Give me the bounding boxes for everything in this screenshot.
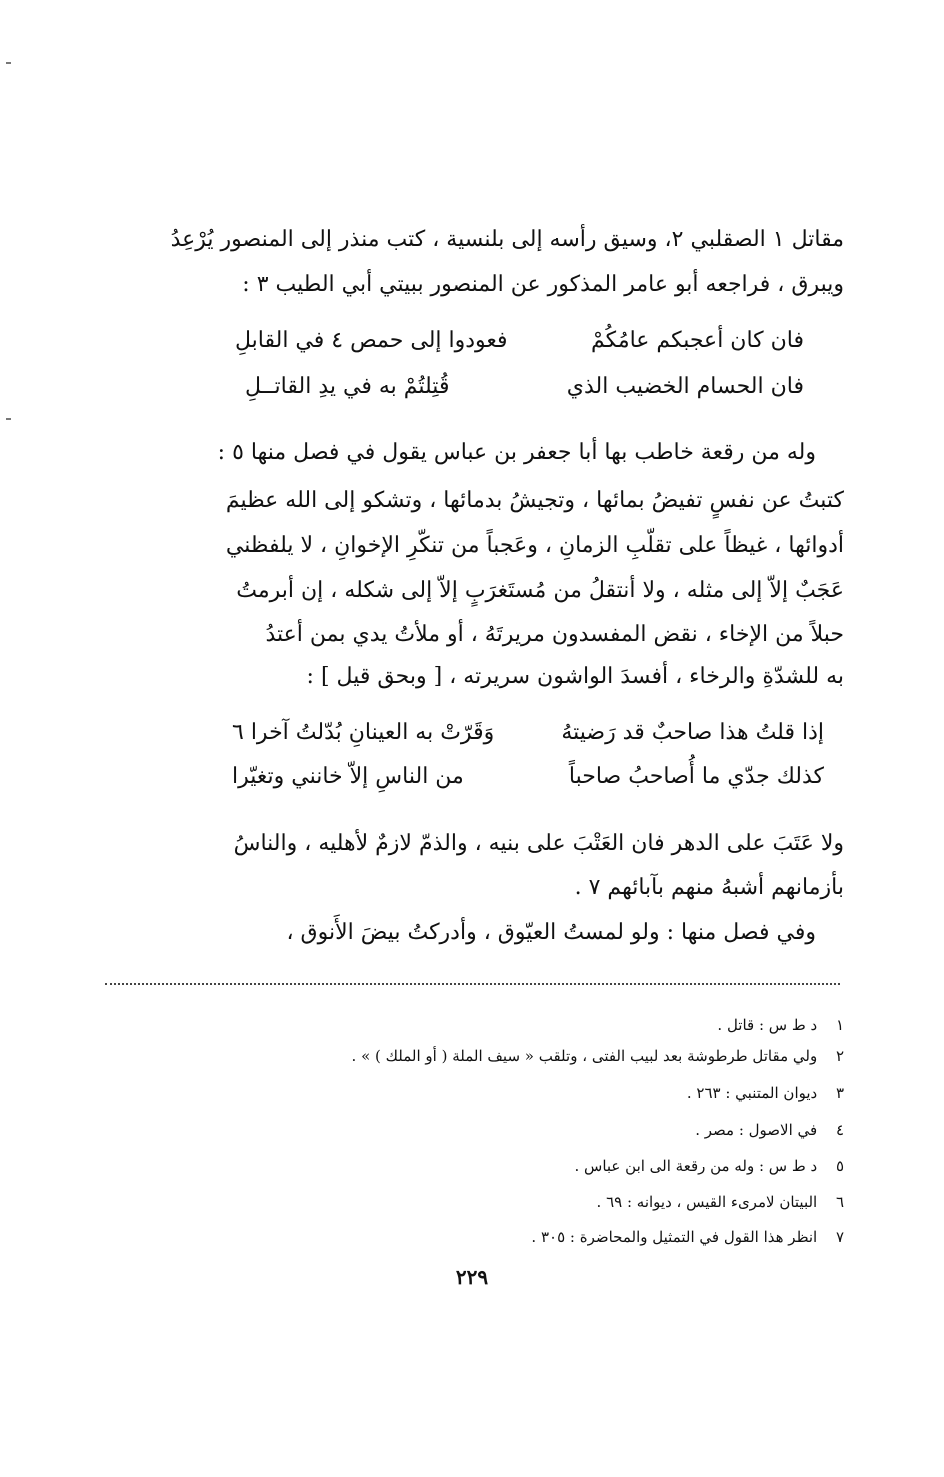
footnote	[352, 1041, 844, 1071]
footnote-number: ٦	[835, 1193, 844, 1211]
page-number: ٢٢٩	[455, 1265, 489, 1289]
footnote-number: ٥	[835, 1157, 844, 1175]
verse-hemistich-right: فان كان أعجبكم عامُكُمْ	[591, 328, 804, 353]
body-line: وله من رقعة خاطب بها أبا جعفر بن عباس يقول في فصل منها ٥ :	[217, 440, 816, 465]
footnote	[574, 1151, 844, 1181]
footnote	[531, 1222, 844, 1252]
verse-hemistich-left: من الناسِ إلاّ خانني وتغيّرا	[232, 764, 464, 789]
verse-hemistich-left: فعودوا إلى حمص ٤ في القابلِ	[235, 328, 508, 353]
footnote	[717, 1010, 844, 1040]
body-line: أدوائها ، غيظاً على تقلّبِ الزمانِ ، وعَجباً من تنكّرِ الإخوانِ ، لا يلفظني	[225, 533, 844, 558]
verse-hemistich-right: فان الحسام الخضيب الذي	[566, 374, 804, 399]
footnote-text: ولي مقاتل طرطوشة بعد لبيب الفتى ، وتلقب « سيف الملة ( أو الملك ) » .	[351, 1047, 818, 1065]
footnote-text: انظر هذا القول في التمثيل والمحاضرة : ٣٠٥ .	[531, 1228, 818, 1246]
verse-hemistich-right: كذلك جدّي ما أُصاحبُ صاحباً	[568, 764, 824, 789]
body-line: ولا عَتَبَ على الدهر فان العَتْبَ على بنيه ، والذمّ لازمٌ لأهليه ، والناسُ	[233, 831, 844, 856]
body-line: عَجَبٌ إلاّ إلى مثله ، ولا أنتقلُ من مُستَغرَبٍ إلاّ إلى شكله ، إن أبرمتُ	[236, 578, 844, 603]
footnote	[597, 1187, 844, 1217]
scan-mark	[6, 418, 11, 420]
footnote-number: ٢	[835, 1047, 844, 1065]
body-line: بأزمانهم أشبهُ منهم بآبائهم ٧ .	[574, 875, 844, 900]
footnote-number: ٣	[835, 1084, 844, 1102]
footnote-separator	[105, 983, 840, 985]
footnote-text: البيتان لامرىء القيس ، ديوانه : ٦٩ .	[596, 1193, 818, 1211]
body-line: وفي فصل منها : ولو لمستُ العيّوق ، وأدركتُ بيضَ الأَنوق ،	[286, 920, 816, 945]
footnote	[687, 1078, 844, 1108]
verse-hemistich-left: وَقَرّتْ به العينانِ بُدّلتُ آخرا ٦	[232, 720, 495, 745]
footnote-text: ديوان المتنبي : ٢٦٣ .	[686, 1084, 818, 1102]
verse-hemistich-left: قُتِلتُمْ به في يدِ القاتــلِ	[245, 374, 450, 399]
footnote-text: د ط س : قاتل .	[717, 1016, 818, 1034]
body-line: به للشدّةِ والرخاء ، أفسدَ الواشون سريرته ، [ وبحق قيل ] :	[306, 664, 844, 689]
body-line: حبلاً من الإخاء ، نقض المفسدون مريرتَهُ ، أو ملأتُ يدي بمن أعتدُ	[265, 622, 844, 647]
body-line: ويبرق ، فراجعه أبو عامر المذكور عن المنصور ببيتي أبي الطيب ٣ :	[242, 272, 844, 297]
footnote-text: في الاصول : مصر .	[695, 1121, 818, 1139]
footnote-number: ٤	[835, 1121, 844, 1139]
body-line: كتبتُ عن نفسٍ تفيضُ بمائها ، وتجيشُ بدمائها ، وتشكو إلى الله عظيمَ	[225, 488, 844, 513]
scan-mark	[6, 62, 11, 64]
footnote-text: د ط س : وله من رقعة الى ابن عباس .	[574, 1157, 818, 1175]
verse-hemistich-right: إذا قلتُ هذا صاحبٌ قد رَضيتهُ	[561, 720, 824, 745]
footnote	[695, 1115, 844, 1145]
body-line: مقاتل ١ الصقلبي ٢، وسيق رأسه إلى بلنسية ، كتب منذر إلى المنصور يُرْعِدُ	[170, 227, 844, 252]
footnote-number: ٧	[835, 1228, 844, 1246]
footnote-number: ١	[835, 1016, 844, 1034]
